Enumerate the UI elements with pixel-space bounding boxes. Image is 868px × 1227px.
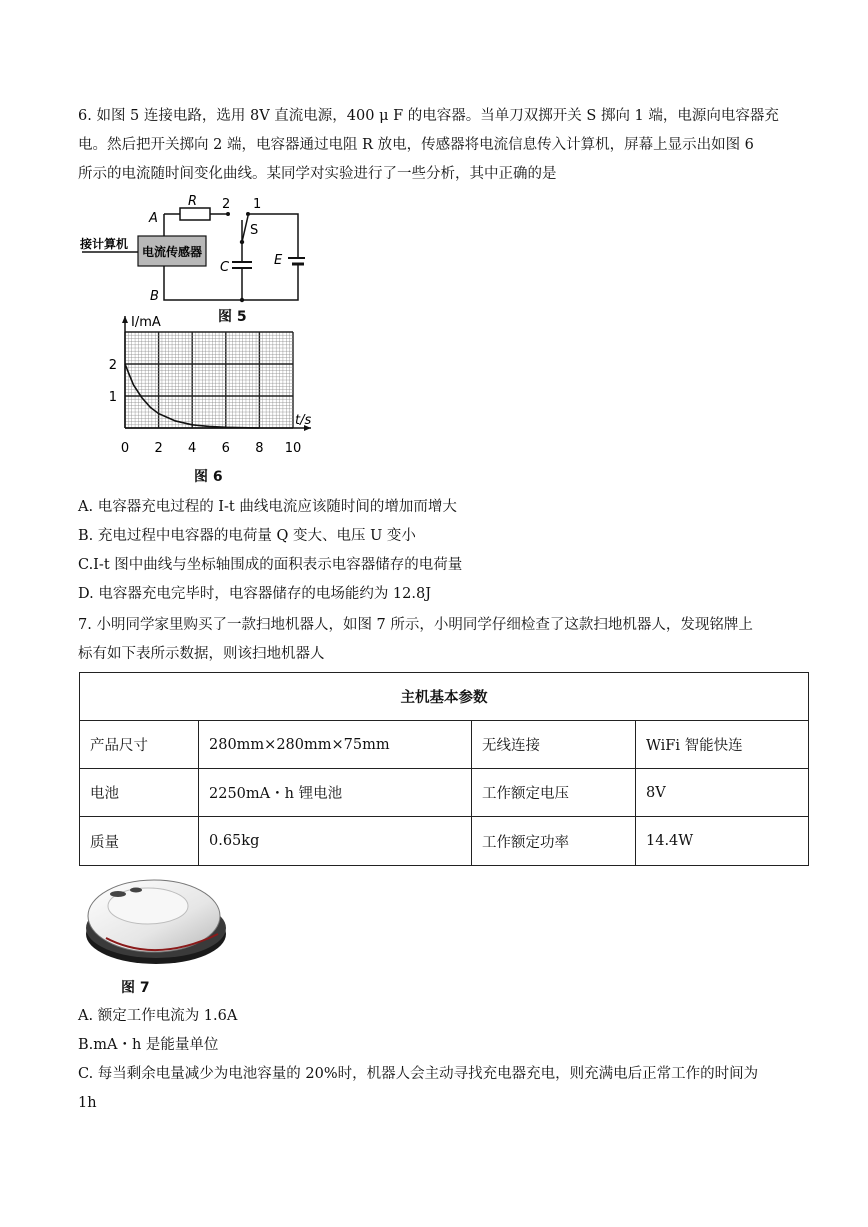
computer-label: 接计算机 <box>80 237 129 251</box>
q6-line-1: 6. 如图 5 连接电路，选用 8V 直流电源，400 μ F 的电容器。当单刀双掷开关 S 掷向 1 端，电源向电容器充 <box>78 108 779 124</box>
table-cell: WiFi 智能快连 <box>636 721 809 769</box>
x-tick-label: 2 <box>154 441 163 456</box>
y-axis-label: I/mA <box>131 315 161 330</box>
x-axis-label: t/s <box>295 413 312 428</box>
table-cell: 14.4W <box>636 817 809 866</box>
y-tick-label: 2 <box>108 358 117 373</box>
x-tick-label: 8 <box>255 441 264 456</box>
x-tick-label: 10 <box>284 441 302 456</box>
robot-vacuum-image <box>78 868 230 972</box>
q7-option-b: B.mA・h 是能量单位 <box>78 1037 219 1053</box>
table-cell: 280mm×280mm×75mm <box>199 721 472 769</box>
q6-line-3: 所示的电流随时间变化曲线。某同学对实验进行了一些分析，其中正确的是 <box>78 166 557 182</box>
label-1: 1 <box>253 197 262 212</box>
table-cell: 质量 <box>80 817 199 866</box>
y-axis-arrow <box>122 316 128 323</box>
y-tick-label: 1 <box>108 390 117 405</box>
table-cell: 电池 <box>80 769 199 817</box>
label-c: C <box>220 260 230 275</box>
label-2: 2 <box>222 197 231 212</box>
current-time-chart <box>105 312 325 460</box>
q6-option-a: A. 电容器充电过程的 I-t 曲线电流应该随时间的增加而增大 <box>78 499 457 515</box>
q7-option-c-continued: 1h <box>78 1095 97 1111</box>
table-cell: 8V <box>636 769 809 817</box>
table-title: 主机基本参数 <box>80 673 809 721</box>
table-row <box>80 769 809 817</box>
x-tick-label: 4 <box>188 441 197 456</box>
table-cell: 无线连接 <box>472 721 636 769</box>
table-cell: 工作额定电压 <box>472 769 636 817</box>
table-cell: 产品尺寸 <box>80 721 199 769</box>
label-b: B <box>150 289 159 304</box>
table-cell: 0.65kg <box>199 817 472 866</box>
q7-line-1: 7. 小明同学家里购买了一款扫地机器人，如图 7 所示，小明同学仔细检查了这款扫地机器人，发现铭牌上 <box>78 617 753 633</box>
table-row <box>80 817 809 866</box>
table-row <box>80 721 809 769</box>
circuit-diagram <box>80 192 305 327</box>
q7-option-a: A. 额定工作电流为 1.6A <box>78 1008 238 1024</box>
robot-parameter-table <box>79 672 809 866</box>
table-cell: 工作额定功率 <box>472 817 636 866</box>
figure-6-caption: 图 6 <box>194 469 223 485</box>
q6-option-d: D. 电容器充电完毕时，电容器储存的电场能约为 12.8J <box>78 586 432 602</box>
q6-option-b: B. 充电过程中电容器的电荷量 Q 变大、电压 U 变小 <box>78 528 416 544</box>
q6-option-c: C.I-t 图中曲线与坐标轴围成的面积表示电容器储存的电荷量 <box>78 557 463 573</box>
figure-5-caption: 图 5 <box>218 309 247 325</box>
label-s: S <box>250 223 259 238</box>
figure-7-caption: 图 7 <box>121 980 150 996</box>
label-r: R <box>188 194 198 209</box>
x-tick-label: 0 <box>120 441 130 456</box>
table-cell: 2250mA・h 锂电池 <box>199 769 472 817</box>
q6-line-2: 电。然后把开关掷向 2 端，电容器通过电阻 R 放电，传感器将电流信息传入计算机，屏幕上显示出如图 6 <box>78 137 754 153</box>
label-e: E <box>274 253 283 268</box>
q7-option-c: C. 每当剩余电量减少为电池容量的 20%时，机器人会主动寻找充电器充电，则充满电后正常工作的时间为 <box>78 1066 759 1082</box>
resistor-r <box>180 208 210 220</box>
q7-line-2: 标有如下表所示数据，则该扫地机器人 <box>78 646 325 662</box>
x-tick-label: 6 <box>221 441 230 456</box>
sensor-label: 电流传感器 <box>141 245 203 259</box>
label-a: A <box>149 211 158 226</box>
